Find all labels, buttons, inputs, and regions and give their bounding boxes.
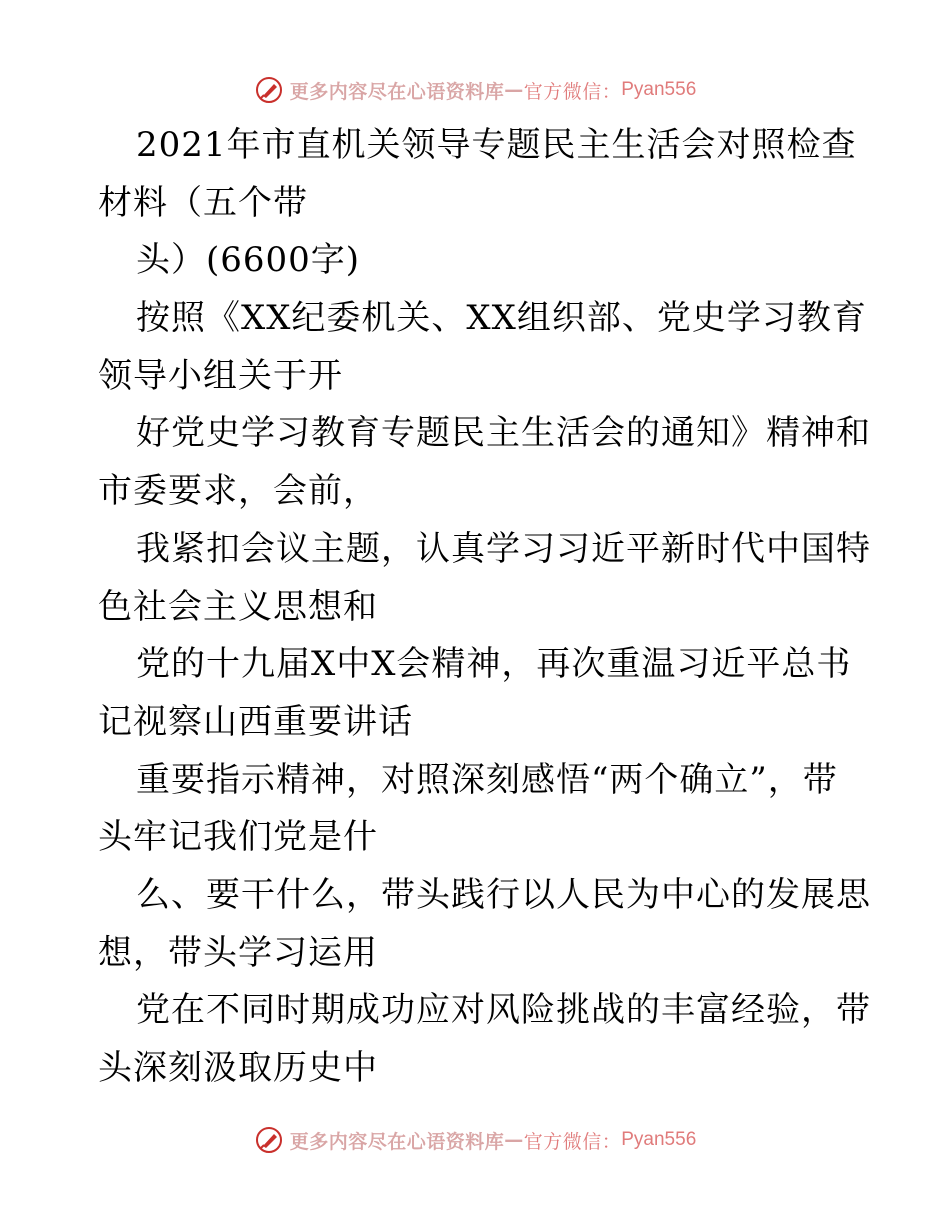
wechat-label: 官方微信： — [523, 80, 622, 103]
site-name-text: 更多内容尽在心语资料库 — [289, 80, 505, 103]
text-line: 我紧扣会议主题，认真学习习近平新时代中国特 — [136, 528, 871, 569]
text-line: 党在不同时期成功应对风险挑战的丰富经验，带 — [136, 990, 871, 1031]
text-line: 党的十九届X中X会精神，再次重温习近平总书 — [136, 644, 852, 685]
text-line: 按照《XX纪委机关、XX组织部、党史学习教育 — [136, 298, 867, 339]
header-banner — [0, 70, 950, 110]
text-line: 好党史学习教育专题民主生活会的通知》精神和 — [136, 413, 871, 454]
separator-text: — — [504, 1129, 524, 1151]
text-line: 头牢记我们党是什 — [98, 817, 378, 858]
text-line: 么、要干什么，带头践行以人民为中心的发展思 — [136, 874, 871, 915]
text-line: 记视察山西重要讲话 — [98, 701, 413, 742]
separator-text: — — [504, 79, 524, 101]
text-line: 材料（五个带 — [98, 182, 308, 223]
text-line: 领导小组关于开 — [98, 355, 343, 396]
pen-logo-icon — [254, 75, 284, 105]
text-line: 头）(6600字) — [136, 240, 361, 281]
pen-logo-icon — [254, 1125, 284, 1155]
wechat-label: 官方微信： — [523, 1130, 622, 1153]
text-line: 色社会主义思想和 — [98, 586, 378, 627]
site-name-text: 更多内容尽在心语资料库 — [289, 1130, 505, 1153]
document-body — [98, 117, 871, 1098]
text-line: 头深刻汲取历史中 — [98, 1048, 378, 1088]
wechat-id: Pyan556 — [621, 1129, 697, 1150]
text-line: 重要指示精神，对照深刻感悟“两个确立”，带 — [136, 759, 838, 800]
text-line: 2021年市直机关领导专题民主生活会对照检查 — [136, 125, 857, 165]
text-line: 想，带头学习运用 — [98, 932, 378, 973]
text-line: 市委要求，会前， — [98, 471, 378, 512]
footer-banner — [0, 1120, 950, 1160]
wechat-id: Pyan556 — [621, 79, 697, 100]
